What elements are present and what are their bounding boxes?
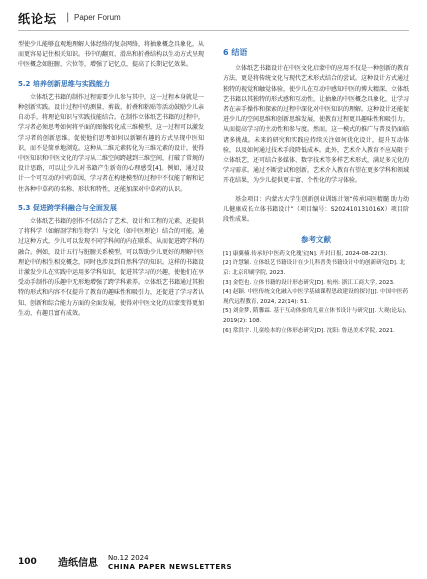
reference-item: [3] 金恺也. 立体书籍的设计形态研究[D]. 杭州: 浙江工商大学, 2023.: [223, 279, 395, 286]
right-column: [223, 40, 409, 336]
section-title: 纸论坛: [18, 12, 58, 26]
heading-6-conclusion: 6 结语: [223, 48, 248, 57]
reference-item: [1] 康翼楠.传承好中医药文化瑰宝[N]. 开封日报, 2024-08-22(3).: [223, 250, 388, 257]
heading-5-3: 5.3 促进跨学科融合与全面发展: [18, 203, 117, 212]
reference-item: [2] 许慧颖. 立体纸艺书籍设计在少儿科普类书籍设计中的创新研究[D]. 北京: 北京印刷学院, 2023.: [223, 260, 406, 277]
conclusion-paragraph: 立体纸艺书籍设计在中医文化启蒙中的应用不仅是一种创新的教育方法，更是将传统文化与现代艺术形式结合的尝试。这种设计方式通过独特的视觉和触觉体验，使少儿在互动中感知中医的博大精深。立体纸艺书籍以其独特的形式感和互动性，让抽象的中医概念具象化，让学习者在亲手操作和探索的过程中深化对中医知识的理解。这种设计还能促进少儿的空间思维和创新思维发展，使教育过程更具趣味性和吸引力，从而提高学习的主动性和参与度。然而，这一模式的推广与普及仍面临诸多挑战。未来的研究和实践应持续关注如何优化设计，提升互动体验，以及如何通过技术手段降低成本。此外，艺术介入教育不应局限于立体纸艺，还可结合多媒体、数字技术等多样艺术形式，满足多元化的学习需求。通过不断尝试和创新，艺术介入教育有望在更多学科和领域开花结果，为少儿提供更丰富、个性化的学习体验。: [223, 65, 410, 185]
page-number: 100: [18, 557, 37, 567]
page-header: [0, 0, 427, 36]
fund-note: 基金项目：内蒙古大学生创新创业训练计划“传承国医精髓 助力幼儿健康成长立体书籍设计”（项目编号：S202410131016X）项目阶段性成果。: [223, 195, 409, 223]
section-subtitle: Paper Forum: [74, 13, 121, 22]
left-paragraph-1: 型使少儿能够直观地理解人体经络的复杂网络，将抽象概念具象化，从而更容易记住相关知识。书中的翻页、滑出和折叠结构以生动方式呈现中医概念如脏腑、穴位等，增强了记忆点，提高了长期记忆效果。: [18, 41, 205, 69]
reference-item: [4] 赵颖. 中医传统文化融入中医学基础课程思政建设的探讨[J]. 中国中医药现代远程教育, 2024, 22(14): 51.: [223, 289, 409, 305]
reference-item: [6] 常洪宇. 儿童绘本的立体形态研究[D]. 沈阳: 鲁迅美术学院, 2021.: [223, 327, 395, 334]
journal-logo: 造纸信息: [58, 558, 98, 569]
left-paragraph-2: 立体纸艺书籍的制作过程需要少儿参与其中，这一过程本身就是一种创新实践。设计过程中的测量、剪裁、折叠和粘贴等活动鼓励少儿亲自动手，将理论知识与实践技能结合。在制作立体纸艺书籍的过程中，学习者必须思考如何将平面的图像转化成三维模型，这一过程可以激发学习者的创新思维。促使他们思考如何以新颖有趣的方式呈现中医知识，而不是简单地浏览。这种从二维元素转化为三维元素的设计，使得中医知识和中医文化的学习从二维空间跨越到三维空间，打破了常规的设计思路，可以让少儿对书籍产生新奇的心理感受[4]。例如，通过设计一个可互动的中药草図，学习者在构建模型的过程中不仅能了解和记住各种中草药的名称、形状和特性，还能加深对中草药的认识。: [18, 93, 205, 193]
header-rule: [18, 30, 409, 31]
heading-5-2: 5.2 培养创新思维与实践能力: [18, 79, 110, 88]
references-heading: 参考文献: [301, 234, 331, 244]
journal-english-title: CHINA PAPER NEWSLETTERS: [108, 563, 233, 571]
reference-item: [5] 刘金梦, 隋馨霖. 基于互动体验的儿童立体书设计与研究[J]. 大观(论坛), 2019(2): 108.: [223, 308, 407, 324]
issue-number: No.12 2024: [108, 554, 149, 562]
left-column: [18, 40, 204, 319]
header-separator: |: [66, 12, 70, 23]
page-footer: [0, 549, 427, 579]
left-paragraph-3: 立体纸艺书籍的创作不仅结合了艺术、设计和工程的元素，还提供了将科学（如解剖学和生物学）与文化（如中医理论）结合的可能。通过这种方式，少儿可以发现不同学科间的内在联系，从而促进跨学科的融合。例如，设计五行与脏腑关系模型，可以帮助少儿更好的理解中医理论中的相生相克概念，同时也涉及到自然科学的知识。这样的书籍设计激发少儿在实践中运用多学科知识，促进其学习的兴趣，使他们在享受动手制作的乐趣中无形地增强了跨学科素养。立体纸艺书籍通过其独特的形式和内容不仅提升了教育的趣味性和吸引力，还促进了学习者认知、创新和综合能力方面的全面发展，使得对中医文化的启蒙变得更加生动、有趣且富有成效。: [18, 218, 205, 317]
